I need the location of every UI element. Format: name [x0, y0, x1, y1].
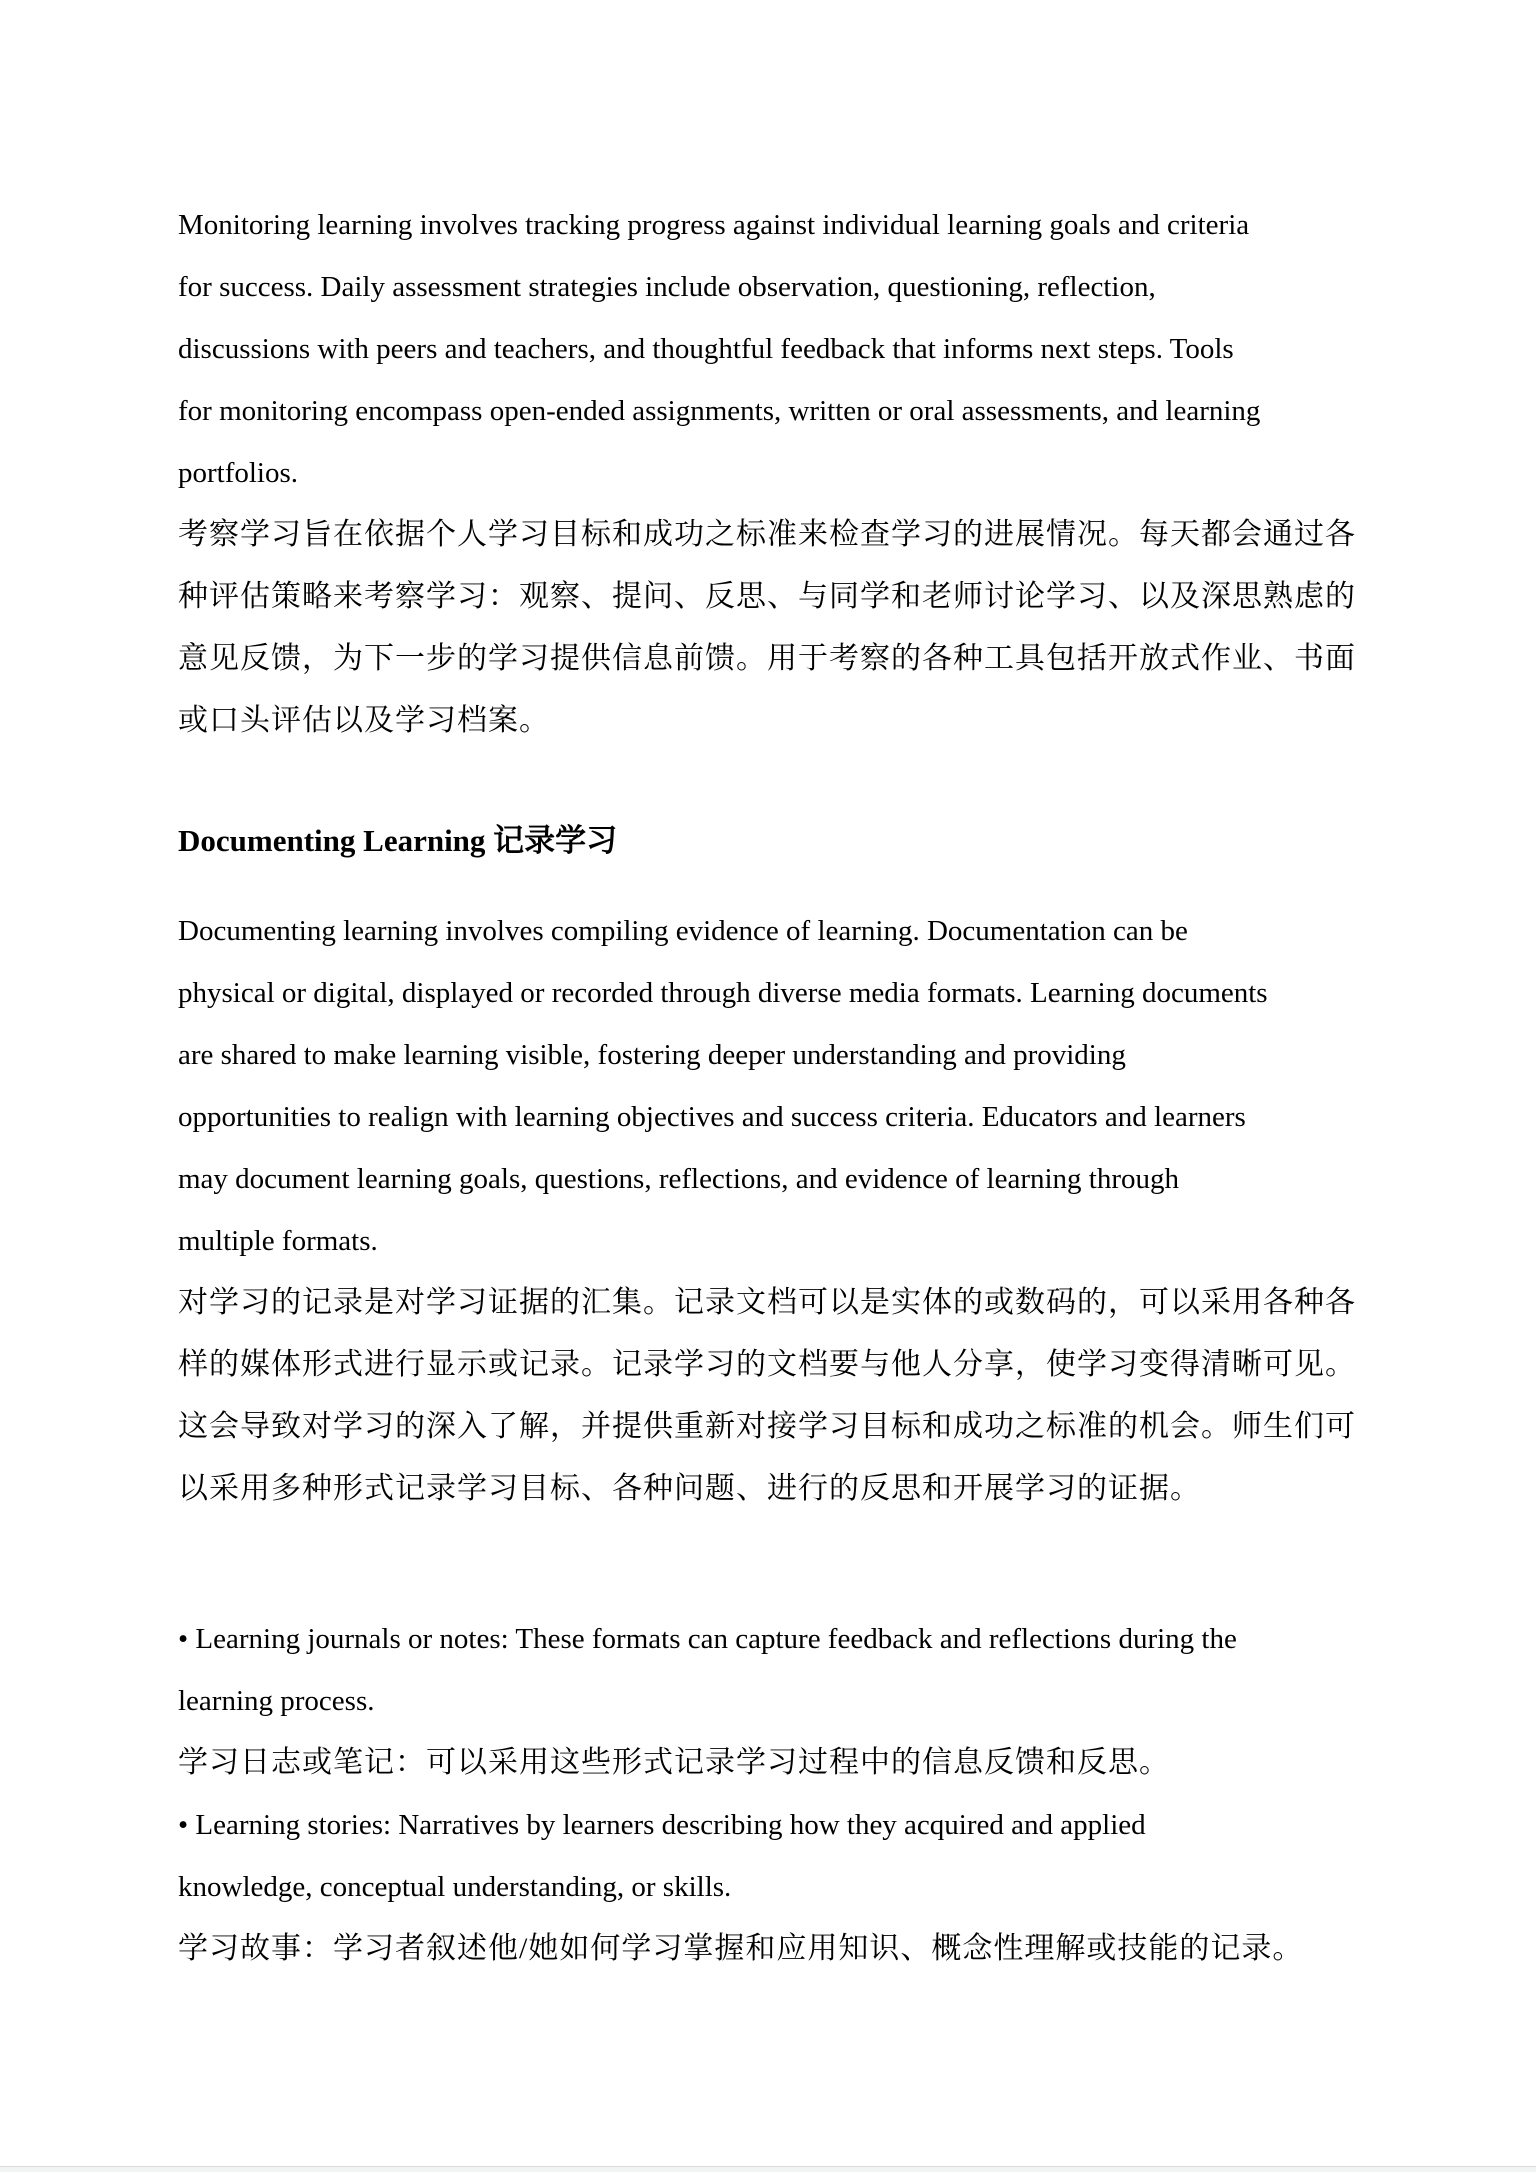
section-heading-text: Documenting Learning 记录学习	[178, 823, 618, 858]
text-line: discussions with peers and teachers, and thoughtful feedback that informs next steps. Tools	[178, 333, 1234, 365]
blank-line-spacer	[178, 1520, 1388, 1608]
text-line: 考察学习旨在依据个人学习目标和成功之标准来检查学习的进展情况。每天都会通过各	[178, 518, 1356, 551]
text-line: 对学习的记录是对学习证据的汇集。记录文档可以是实体的或数码的，可以采用各种各	[178, 1286, 1356, 1319]
bullet-text-line: learning process.	[178, 1685, 375, 1717]
text-line: may document learning goals, questions, reflections, and evidence of learning through	[178, 1163, 1180, 1195]
text-line: opportunities to realign with learning objectives and success criteria. Educators and learners	[178, 1101, 1246, 1133]
text-line: for monitoring encompass open-ended assignments, written or oral assessments, and learning	[178, 395, 1261, 427]
bullet-text-line: • Learning journals or notes: These formats can capture feedback and reflections during the	[178, 1623, 1237, 1655]
text-line: are shared to make learning visible, fostering deeper understanding and providing	[178, 1039, 1126, 1071]
bullet-learning-stories-en	[178, 1794, 1388, 1918]
text-line: Documenting learning involves compiling evidence of learning. Documentation can be	[178, 915, 1188, 947]
bullet-text-line: • Learning stories: Narratives by learners describing how they acquired and applied	[178, 1809, 1146, 1841]
text-line: 意见反馈，为下一步的学习提供信息前馈。用于考察的各种工具包括开放式作业、书面	[178, 642, 1356, 675]
paragraph-monitoring-en	[178, 194, 1388, 504]
text-line: 样的媒体形式进行显示或记录。记录学习的文档要与他人分享，使学习变得清晰可见。	[178, 1348, 1356, 1381]
text-line: multiple formats.	[178, 1225, 378, 1257]
text-line: 这会导致对学习的深入了解，并提供重新对接学习目标和成功之标准的机会。师生们可	[178, 1410, 1356, 1443]
bullet-text-line: knowledge, conceptual understanding, or skills.	[178, 1871, 732, 1903]
text-line: portfolios.	[178, 457, 299, 489]
page-bottom-edge	[0, 2166, 1536, 2172]
text-line: 种评估策略来考察学习：观察、提问、反思、与同学和老师讨论学习、以及深思熟虑的	[178, 580, 1356, 613]
text-line: Monitoring learning involves tracking progress against individual learning goals and criteria	[178, 209, 1250, 241]
text-line: physical or digital, displayed or recorded through diverse media formats. Learning documents	[178, 977, 1268, 1009]
text-line: 或口头评估以及学习档案。	[178, 704, 550, 737]
bullet-learning-journals-zh	[178, 1732, 1388, 1794]
document-page	[178, 194, 1388, 1980]
section-heading-documenting-learning	[178, 810, 1388, 872]
bullet-learning-stories-zh	[178, 1918, 1388, 1980]
text-line: for success. Daily assessment strategies include observation, questioning, reflection,	[178, 271, 1156, 303]
text-line: 以采用多种形式记录学习目标、各种问题、进行的反思和开展学习的证据。	[178, 1472, 1201, 1505]
paragraph-documenting-en	[178, 900, 1388, 1272]
bullet-text-line: 学习故事：学习者叙述他/她如何学习掌握和应用知识、概念性理解或技能的记录。	[178, 1932, 1304, 1965]
bullet-text-line: 学习日志或笔记：可以采用这些形式记录学习过程中的信息反馈和反思。	[178, 1746, 1170, 1779]
paragraph-monitoring-zh	[178, 504, 1388, 752]
paragraph-documenting-zh	[178, 1272, 1388, 1520]
bullet-learning-journals-en	[178, 1608, 1388, 1732]
